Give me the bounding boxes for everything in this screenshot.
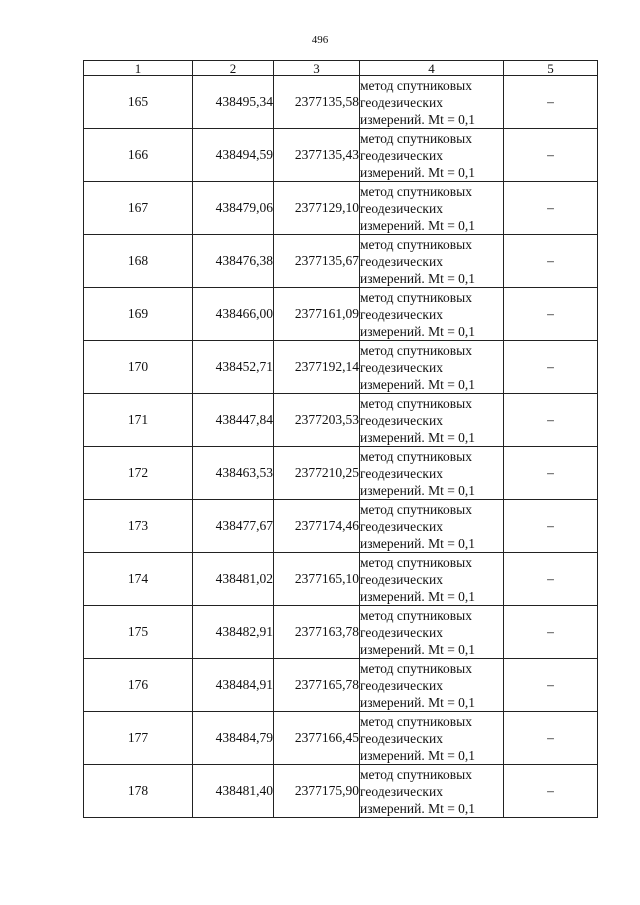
column-header-2: 2 bbox=[193, 61, 274, 76]
method-line: метод спутниковых bbox=[360, 342, 472, 358]
method-line: геодезических bbox=[360, 306, 443, 322]
header-row bbox=[84, 61, 598, 76]
method-line: измерений. Mt = 0,1 bbox=[360, 535, 476, 551]
method-cell bbox=[360, 76, 504, 129]
table-row bbox=[84, 394, 598, 447]
y-coordinate-cell: 2377165,10 bbox=[274, 553, 360, 606]
method-line: метод спутниковых bbox=[360, 289, 472, 305]
note-cell: – bbox=[504, 712, 598, 765]
method-line: измерений. Mt = 0,1 bbox=[360, 323, 476, 339]
x-coordinate-cell: 438482,91 bbox=[193, 606, 274, 659]
point-number-cell: 171 bbox=[84, 394, 193, 447]
method-cell bbox=[360, 182, 504, 235]
y-coordinate-cell: 2377210,25 bbox=[274, 447, 360, 500]
note-cell: – bbox=[504, 553, 598, 606]
method-cell bbox=[360, 341, 504, 394]
note-cell: – bbox=[504, 288, 598, 341]
table-row bbox=[84, 447, 598, 500]
method-line: метод спутниковых bbox=[360, 660, 472, 676]
y-coordinate-cell: 2377175,90 bbox=[274, 765, 360, 818]
column-header-4: 4 bbox=[360, 61, 504, 76]
point-number-cell: 165 bbox=[84, 76, 193, 129]
method-line: метод спутниковых bbox=[360, 395, 472, 411]
x-coordinate-cell: 438466,00 bbox=[193, 288, 274, 341]
method-line: измерений. Mt = 0,1 bbox=[360, 694, 476, 710]
method-line: измерений. Mt = 0,1 bbox=[360, 641, 476, 657]
table-row bbox=[84, 129, 598, 182]
method-line: метод спутниковых bbox=[360, 130, 472, 146]
method-line: геодезических bbox=[360, 465, 443, 481]
method-line: метод спутниковых bbox=[360, 501, 472, 517]
point-number-cell: 175 bbox=[84, 606, 193, 659]
x-coordinate-cell: 438452,71 bbox=[193, 341, 274, 394]
point-number-cell: 169 bbox=[84, 288, 193, 341]
method-line: геодезических bbox=[360, 677, 443, 693]
table-row bbox=[84, 500, 598, 553]
note-cell: – bbox=[504, 76, 598, 129]
method-line: геодезических bbox=[360, 200, 443, 216]
method-cell bbox=[360, 447, 504, 500]
method-line: геодезических bbox=[360, 783, 443, 799]
method-line: геодезических bbox=[360, 412, 443, 428]
method-line: измерений. Mt = 0,1 bbox=[360, 270, 476, 286]
point-number-cell: 177 bbox=[84, 712, 193, 765]
table-row bbox=[84, 288, 598, 341]
y-coordinate-cell: 2377135,43 bbox=[274, 129, 360, 182]
method-line: метод спутниковых bbox=[360, 183, 472, 199]
y-coordinate-cell: 2377165,78 bbox=[274, 659, 360, 712]
method-line: метод спутниковых bbox=[360, 554, 472, 570]
method-line: геодезических bbox=[360, 147, 443, 163]
note-cell: – bbox=[504, 447, 598, 500]
y-coordinate-cell: 2377192,14 bbox=[274, 341, 360, 394]
method-line: измерений. Mt = 0,1 bbox=[360, 217, 476, 233]
method-line: геодезических bbox=[360, 359, 443, 375]
y-coordinate-cell: 2377203,53 bbox=[274, 394, 360, 447]
method-cell bbox=[360, 765, 504, 818]
column-header-5: 5 bbox=[504, 61, 598, 76]
note-cell: – bbox=[504, 182, 598, 235]
method-cell bbox=[360, 288, 504, 341]
method-line: измерений. Mt = 0,1 bbox=[360, 376, 476, 392]
page-number: 496 bbox=[311, 34, 329, 46]
y-coordinate-cell: 2377166,45 bbox=[274, 712, 360, 765]
method-line: геодезических bbox=[360, 571, 443, 587]
point-number-cell: 172 bbox=[84, 447, 193, 500]
point-number-cell: 168 bbox=[84, 235, 193, 288]
table-body bbox=[84, 76, 598, 818]
x-coordinate-cell: 438495,34 bbox=[193, 76, 274, 129]
table-row bbox=[84, 341, 598, 394]
column-header-1: 1 bbox=[84, 61, 193, 76]
method-cell bbox=[360, 606, 504, 659]
x-coordinate-cell: 438463,53 bbox=[193, 447, 274, 500]
table-row bbox=[84, 235, 598, 288]
x-coordinate-cell: 438481,02 bbox=[193, 553, 274, 606]
y-coordinate-cell: 2377135,58 bbox=[274, 76, 360, 129]
y-coordinate-cell: 2377129,10 bbox=[274, 182, 360, 235]
method-line: метод спутниковых bbox=[360, 236, 472, 252]
method-line: метод спутниковых bbox=[360, 607, 472, 623]
note-cell: – bbox=[504, 129, 598, 182]
table-row bbox=[84, 765, 598, 818]
x-coordinate-cell: 438477,67 bbox=[193, 500, 274, 553]
point-number-cell: 170 bbox=[84, 341, 193, 394]
method-line: измерений. Mt = 0,1 bbox=[360, 111, 476, 127]
method-line: метод спутниковых bbox=[360, 448, 472, 464]
note-cell: – bbox=[504, 394, 598, 447]
column-header-3: 3 bbox=[274, 61, 360, 76]
x-coordinate-cell: 438494,59 bbox=[193, 129, 274, 182]
method-line: измерений. Mt = 0,1 bbox=[360, 747, 476, 763]
y-coordinate-cell: 2377174,46 bbox=[274, 500, 360, 553]
method-line: метод спутниковых bbox=[360, 713, 472, 729]
note-cell: – bbox=[504, 765, 598, 818]
table-row bbox=[84, 659, 598, 712]
table-row bbox=[84, 553, 598, 606]
coordinates-table bbox=[83, 60, 598, 818]
x-coordinate-cell: 438481,40 bbox=[193, 765, 274, 818]
point-number-cell: 167 bbox=[84, 182, 193, 235]
y-coordinate-cell: 2377163,78 bbox=[274, 606, 360, 659]
point-number-cell: 176 bbox=[84, 659, 193, 712]
table-row bbox=[84, 76, 598, 129]
point-number-cell: 173 bbox=[84, 500, 193, 553]
table-row bbox=[84, 606, 598, 659]
x-coordinate-cell: 438484,91 bbox=[193, 659, 274, 712]
method-line: измерений. Mt = 0,1 bbox=[360, 588, 476, 604]
method-cell bbox=[360, 129, 504, 182]
method-line: метод спутниковых bbox=[360, 766, 472, 782]
note-cell: – bbox=[504, 606, 598, 659]
x-coordinate-cell: 438476,38 bbox=[193, 235, 274, 288]
method-line: измерений. Mt = 0,1 bbox=[360, 429, 476, 445]
method-cell bbox=[360, 500, 504, 553]
table-row bbox=[84, 182, 598, 235]
point-number-cell: 178 bbox=[84, 765, 193, 818]
point-number-cell: 166 bbox=[84, 129, 193, 182]
point-number-cell: 174 bbox=[84, 553, 193, 606]
y-coordinate-cell: 2377161,09 bbox=[274, 288, 360, 341]
note-cell: – bbox=[504, 235, 598, 288]
method-line: геодезических bbox=[360, 94, 443, 110]
method-cell bbox=[360, 394, 504, 447]
method-line: измерений. Mt = 0,1 bbox=[360, 800, 476, 816]
method-cell bbox=[360, 235, 504, 288]
table-row bbox=[84, 712, 598, 765]
method-line: метод спутниковых bbox=[360, 77, 472, 93]
method-cell bbox=[360, 553, 504, 606]
method-line: геодезических bbox=[360, 253, 443, 269]
method-cell bbox=[360, 659, 504, 712]
method-cell bbox=[360, 712, 504, 765]
note-cell: – bbox=[504, 500, 598, 553]
y-coordinate-cell: 2377135,67 bbox=[274, 235, 360, 288]
note-cell: – bbox=[504, 659, 598, 712]
method-line: измерений. Mt = 0,1 bbox=[360, 164, 476, 180]
x-coordinate-cell: 438484,79 bbox=[193, 712, 274, 765]
method-line: геодезических bbox=[360, 624, 443, 640]
method-line: измерений. Mt = 0,1 bbox=[360, 482, 476, 498]
note-cell: – bbox=[504, 341, 598, 394]
method-line: геодезических bbox=[360, 730, 443, 746]
x-coordinate-cell: 438447,84 bbox=[193, 394, 274, 447]
x-coordinate-cell: 438479,06 bbox=[193, 182, 274, 235]
method-line: геодезических bbox=[360, 518, 443, 534]
